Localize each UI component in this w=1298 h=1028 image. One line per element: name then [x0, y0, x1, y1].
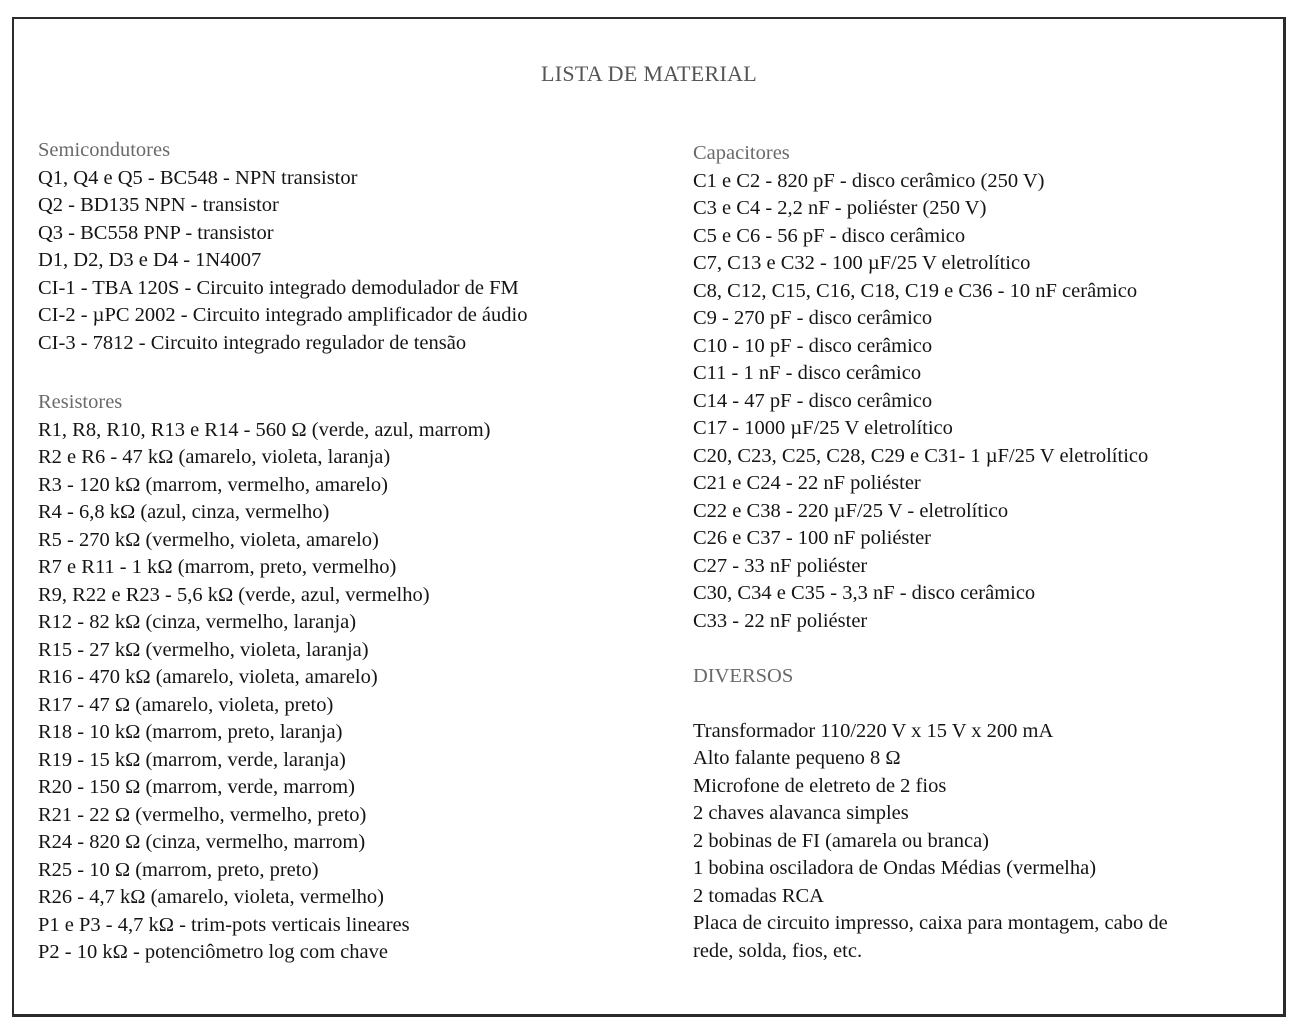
section-gap	[693, 690, 1168, 718]
list-item: Q2 - BD135 NPN - transistor	[38, 194, 279, 216]
list-item: 2 bobinas de FI (amarela ou branca)	[693, 829, 989, 852]
list-item: R7 e R11 - 1 kΩ (marrom, preto, vermelho)	[38, 556, 397, 578]
list-item: P1 e P3 - 4,7 kΩ - trim-pots verticais lineares	[38, 913, 410, 936]
list-item: C1 e C2 - 820 pF - disco cerâmico (250 V)	[693, 169, 1045, 192]
list-item: CI-3 - 7812 - Circuito integrado regulador de tensão	[38, 331, 467, 354]
capacitores-heading: Capacitores	[693, 142, 790, 164]
list-item: P2 - 10 kΩ - potenciômetro log com chave	[38, 941, 388, 963]
list-item: C8, C12, C15, C16, C18, C19 e C36 - 10 nF cerâmico	[693, 279, 1138, 302]
list-item: R17 - 47 Ω (amarelo, violeta, preto)	[38, 693, 334, 716]
list-item: C7, C13 e C32 - 100 µF/25 V eletrolítico	[693, 252, 1031, 274]
list-item: C33 - 22 nF poliéster	[693, 609, 868, 632]
list-item: C30, C34 e C35 - 3,3 nF - disco cerâmico	[693, 582, 1036, 604]
list-item: 2 tomadas RCA	[693, 884, 824, 907]
list-item: Placa de circuito impresso, caixa para montagem, cabo de	[693, 912, 1168, 934]
list-item: R3 - 120 kΩ (marrom, vermelho, amarelo)	[38, 473, 388, 496]
list-item: R9, R22 e R23 - 5,6 kΩ (verde, azul, vermelho)	[38, 583, 430, 606]
list-item: R12 - 82 kΩ (cinza, vermelho, laranja)	[38, 611, 357, 633]
list-item: C14 - 47 pF - disco cerâmico	[693, 389, 933, 412]
list-item: R26 - 4,7 kΩ (amarelo, violeta, vermelho)	[38, 886, 384, 908]
left-column	[38, 137, 527, 967]
list-item: 1 bobina osciladora de Ondas Médias (vermelha)	[693, 857, 1097, 879]
resistores-list	[38, 417, 527, 967]
list-item: rede, solda, fios, etc.	[693, 939, 863, 962]
list-item: C10 - 10 pF - disco cerâmico	[693, 334, 933, 357]
resistores-heading: Resistores	[38, 391, 123, 413]
list-item: C17 - 1000 µF/25 V eletrolítico	[693, 417, 953, 439]
list-item: R24 - 820 Ω (cinza, vermelho, marrom)	[38, 831, 366, 853]
list-item: C9 - 270 pF - disco cerâmico	[693, 307, 933, 329]
list-item: Q3 - BC558 PNP - transistor	[38, 221, 274, 244]
list-item: R16 - 470 kΩ (amarelo, violeta, amarelo)	[38, 666, 378, 688]
diversos-heading: DIVERSOS	[693, 664, 794, 687]
list-item: CI-1 - TBA 120S - Circuito integrado demodulador de FM	[38, 276, 519, 299]
section-gap	[38, 357, 527, 389]
list-item: C22 e C38 - 220 µF/25 V - eletrolítico	[693, 499, 1009, 522]
list-item: C5 e C6 - 56 pF - disco cerâmico	[693, 224, 966, 247]
list-item: CI-2 - µPC 2002 - Circuito integrado amplificador de áudio	[38, 304, 528, 326]
list-item: Microfone de eletreto de 2 fios	[693, 774, 947, 797]
list-item: C11 - 1 nF - disco cerâmico	[693, 362, 922, 384]
page-title: LISTA DE MATERIAL	[541, 61, 757, 86]
list-item: R15 - 27 kΩ (vermelho, violeta, laranja)	[38, 638, 369, 661]
list-item: Q1, Q4 e Q5 - BC548 - NPN transistor	[38, 166, 358, 189]
semicondutores-heading: Semicondutores	[38, 139, 171, 161]
list-item: R20 - 150 Ω (marrom, verde, marrom)	[38, 776, 355, 798]
diversos-list	[693, 718, 1168, 966]
list-item: C21 e C24 - 22 nF poliéster	[693, 472, 921, 494]
semicondutores-list	[38, 165, 527, 358]
list-item: R19 - 15 kΩ (marrom, verde, laranja)	[38, 748, 346, 771]
list-item: R4 - 6,8 kΩ (azul, cinza, vermelho)	[38, 501, 330, 523]
list-item: R18 - 10 kΩ (marrom, preto, laranja)	[38, 721, 343, 743]
list-item: C3 e C4 - 2,2 nF - poliéster (250 V)	[693, 197, 987, 219]
list-item: R21 - 22 Ω (vermelho, vermelho, preto)	[38, 803, 367, 826]
list-item: 2 chaves alavanca simples	[693, 802, 909, 824]
list-item: D1, D2, D3 e D4 - 1N4007	[38, 249, 262, 271]
capacitores-list	[693, 168, 1168, 636]
list-item: Alto falante pequeno 8 Ω	[693, 747, 901, 769]
list-item: C27 - 33 nF poliéster	[693, 554, 868, 577]
section-gap	[693, 635, 1168, 663]
list-item: R5 - 270 kΩ (vermelho, violeta, amarelo)	[38, 528, 379, 551]
list-item: R25 - 10 Ω (marrom, preto, preto)	[38, 858, 319, 881]
list-item: R1, R8, R10, R13 e R14 - 560 Ω (verde, azul, marrom)	[38, 418, 491, 441]
list-item: Transformador 110/220 V x 15 V x 200 mA	[693, 719, 1054, 742]
right-column	[693, 140, 1168, 965]
list-item: C26 e C37 - 100 nF poliéster	[693, 527, 932, 549]
list-item: C20, C23, C25, C28, C29 e C31- 1 µF/25 V eletrolítico	[693, 444, 1149, 467]
list-item: R2 e R6 - 47 kΩ (amarelo, violeta, laranja)	[38, 446, 391, 468]
